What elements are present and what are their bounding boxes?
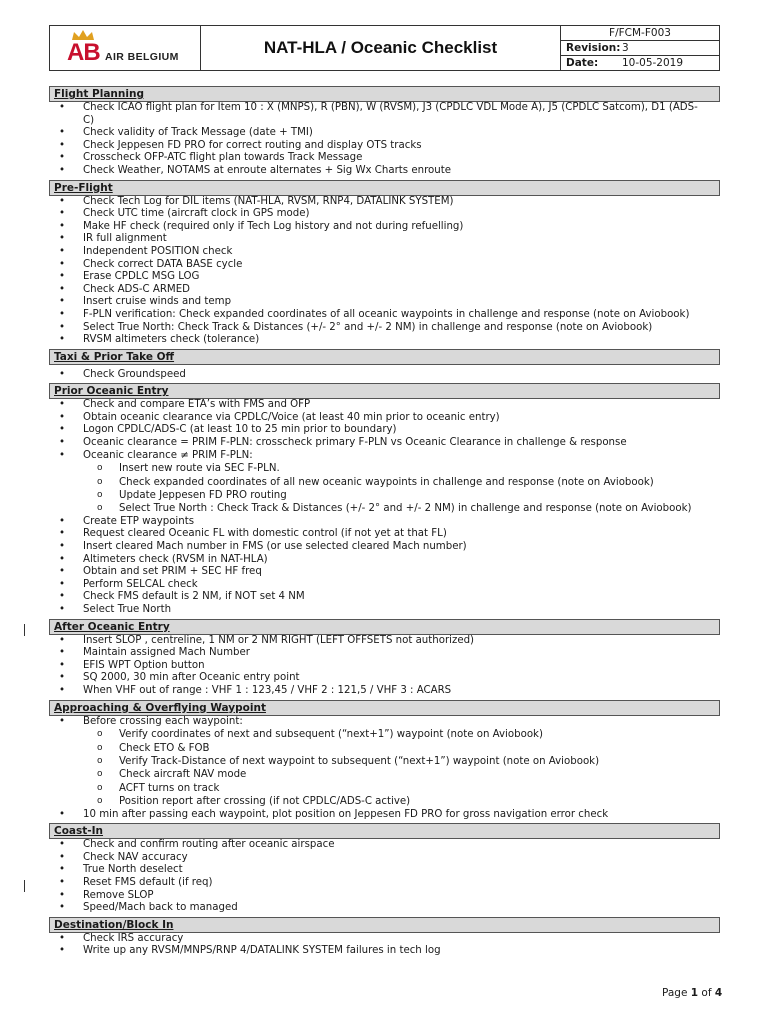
text-cursor-mark [24, 880, 25, 892]
form-code-row [561, 26, 719, 41]
text-cursor-mark [24, 624, 25, 636]
list-item: • Check ICAO flight plan for Item 10 : X (MNPS), R (PBN), W (RVSM), J3 (CPDLC VDL Mode A), J5 (CPDLC Satcom), D1 (ADS-C) [49, 102, 720, 127]
list-item: • Maintain assigned Mach Number [49, 647, 720, 660]
list-item: • Check validity of Track Message (date + TMI) [49, 127, 720, 140]
list-item: • 10 min after passing each waypoint, plot position on Jeppesen FD PRO for gross navigation error check [49, 809, 720, 822]
page-of: of [701, 987, 712, 999]
revision-label: Revision: [566, 42, 621, 54]
list-item: • Make HF check (required only if Tech Log history and not during refuelling) [49, 221, 720, 234]
list-item: • Obtain and set PRIM + SEC HF freq [49, 566, 720, 579]
sub-list-item: o Select True North : Check Track & Distances (+/- 2° and +/- 2 NM) in challenge and response (note on Aviobook) [49, 502, 720, 515]
flight-planning-list [49, 102, 720, 178]
list-item: • Erase CPDLC MSG LOG [49, 271, 720, 284]
sub-list-item: o Position report after crossing (if not CPDLC/ADS-C active) [49, 795, 720, 808]
section-header-coast-in: Coast-In [49, 823, 720, 839]
list-item: • Insert SLOP , centreline, 1 NM or 2 NM RIGHT (LEFT OFFSETS not authorized) [49, 635, 720, 648]
list-item: • Request cleared Oceanic FL with domestic control (if not yet at that FL) [49, 528, 720, 541]
sub-list-item: o Verify coordinates of next and subsequent (“next+1”) waypoint (note on Aviobook) [49, 728, 720, 741]
list-item: • Independent POSITION check [49, 246, 720, 259]
list-item: • Select True North [49, 604, 720, 617]
page-number [662, 987, 722, 999]
document-meta [561, 26, 719, 70]
list-item: • Check IRS accuracy [49, 933, 720, 946]
page-current: 1 [690, 987, 699, 999]
sub-list-item: o Check ETO & FOB [49, 742, 720, 755]
list-item: • Perform SELCAL check [49, 579, 720, 592]
sub-list-item: o Check aircraft NAV mode [49, 768, 720, 781]
approaching-list [49, 716, 720, 822]
list-item: • Check Weather, NOTAMS at enroute alternates + Sig Wx Charts enroute [49, 165, 720, 178]
sub-list-item: o Update Jeppesen FD PRO routing [49, 489, 720, 502]
date-label: Date: [566, 57, 599, 69]
section-header-destination: Destination/Block In [49, 917, 720, 933]
list-item: • Oceanic clearance ≠ PRIM F-PLN: [49, 450, 720, 463]
list-item: • Speed/Mach back to managed [49, 902, 720, 915]
list-item: • Check ADS-C ARMED [49, 284, 720, 297]
checklist-body [49, 84, 720, 958]
logo [50, 26, 201, 70]
list-item: • SQ 2000, 30 min after Oceanic entry point [49, 672, 720, 685]
list-item: • Check NAV accuracy [49, 852, 720, 865]
list-item: • Check Jeppesen FD PRO for correct routing and display OTS tracks [49, 140, 720, 153]
sub-list-item: o ACFT turns on track [49, 782, 720, 795]
list-item: • EFIS WPT Option button [49, 660, 720, 673]
list-item: • Check and compare ETA’s with FMS and OFP [49, 399, 720, 412]
date-value: 10-05-2019 [622, 57, 684, 69]
list-item: • Select True North: Check Track & Distances (+/- 2° and +/- 2 NM) in challenge and response (note on Aviobook) [49, 322, 720, 335]
list-item: • IR full alignment [49, 233, 720, 246]
list-item: • Altimeters check (RVSM in NAT-HLA) [49, 554, 720, 567]
list-item: • Check Groundspeed [49, 369, 720, 382]
list-item: • Crosscheck OFP-ATC flight plan towards Track Message [49, 152, 720, 165]
page-total: 4 [714, 987, 723, 999]
sub-list-item: o Verify Track-Distance of next waypoint to subsequent (“next+1”) waypoint (note on Aviobook) [49, 755, 720, 768]
list-item: • Logon CPDLC/ADS-C (at least 10 to 25 min prior to boundary) [49, 424, 720, 437]
after-oceanic-list [49, 635, 720, 698]
section-header-taxi: Taxi & Prior Take Off [49, 349, 720, 365]
list-item: • Remove SLOP [49, 890, 720, 903]
list-item: • True North deselect [49, 864, 720, 877]
list-item: • Obtain oceanic clearance via CPDLC/Voice (at least 40 min prior to oceanic entry) [49, 412, 720, 425]
list-item: • Reset FMS default (if req) [49, 877, 720, 890]
list-item: • Insert cleared Mach number in FMS (or use selected cleared Mach number) [49, 541, 720, 554]
list-item: • Oceanic clearance = PRIM F-PLN: crosscheck primary F-PLN vs Oceanic Clearance in challenge & response [49, 437, 720, 450]
list-item: • Before crossing each waypoint: [49, 716, 720, 729]
revision-row [561, 41, 719, 56]
list-item: • Check correct DATA BASE cycle [49, 259, 720, 272]
list-item: • RVSM altimeters check (tolerance) [49, 334, 720, 347]
list-item: • Check Tech Log for DIL items (NAT-HLA, RVSM, RNP4, DATALINK SYSTEM) [49, 196, 720, 209]
section-header-prior-oceanic-entry: Prior Oceanic Entry [49, 383, 720, 399]
list-item: • When VHF out of range : VHF 1 : 123,45 / VHF 2 : 121,5 / VHF 3 : ACARS [49, 685, 720, 698]
coast-in-list [49, 839, 720, 915]
list-item: • Check and confirm routing after oceanic airspace [49, 839, 720, 852]
page-label: Page [662, 987, 688, 999]
list-item: • F-PLN verification: Check expanded coordinates of all oceanic waypoints in challenge and response (note on Aviobook) [49, 309, 720, 322]
list-item: • Create ETP waypoints [49, 516, 720, 529]
logo-mark: AB [67, 39, 100, 66]
document-header [49, 25, 720, 71]
sub-list-item: o Insert new route via SEC F-PLN. [49, 462, 720, 475]
list-item: • Check UTC time (aircraft clock in GPS mode) [49, 208, 720, 221]
revision-value: 3 [622, 42, 629, 54]
page-title: NAT-HLA / Oceanic Checklist [263, 38, 498, 57]
prior-oceanic-list [49, 399, 720, 616]
sub-list-item: o Check expanded coordinates of all new oceanic waypoints in challenge and response (note on Aviobook) [49, 476, 720, 489]
taxi-list [49, 369, 720, 382]
form-code: F/FCM-F003 [609, 27, 671, 39]
destination-list [49, 933, 720, 958]
section-header-pre-flight: Pre-Flight [49, 180, 720, 196]
section-header-flight-planning: Flight Planning [49, 86, 720, 102]
list-item: • Check FMS default is 2 NM, if NOT set 4 NM [49, 591, 720, 604]
list-item: • Write up any RVSM/MNPS/RNP 4/DATALINK SYSTEM failures in tech log [49, 945, 720, 958]
section-header-after-oceanic-entry: After Oceanic Entry [49, 619, 720, 635]
list-item: • Insert cruise winds and temp [49, 296, 720, 309]
date-row [561, 56, 719, 70]
pre-flight-list [49, 196, 720, 347]
title-cell [201, 26, 561, 70]
section-header-approaching-waypoint: Approaching & Overflying Waypoint [49, 700, 720, 716]
logo-text: AIR BELGIUM [105, 51, 179, 63]
